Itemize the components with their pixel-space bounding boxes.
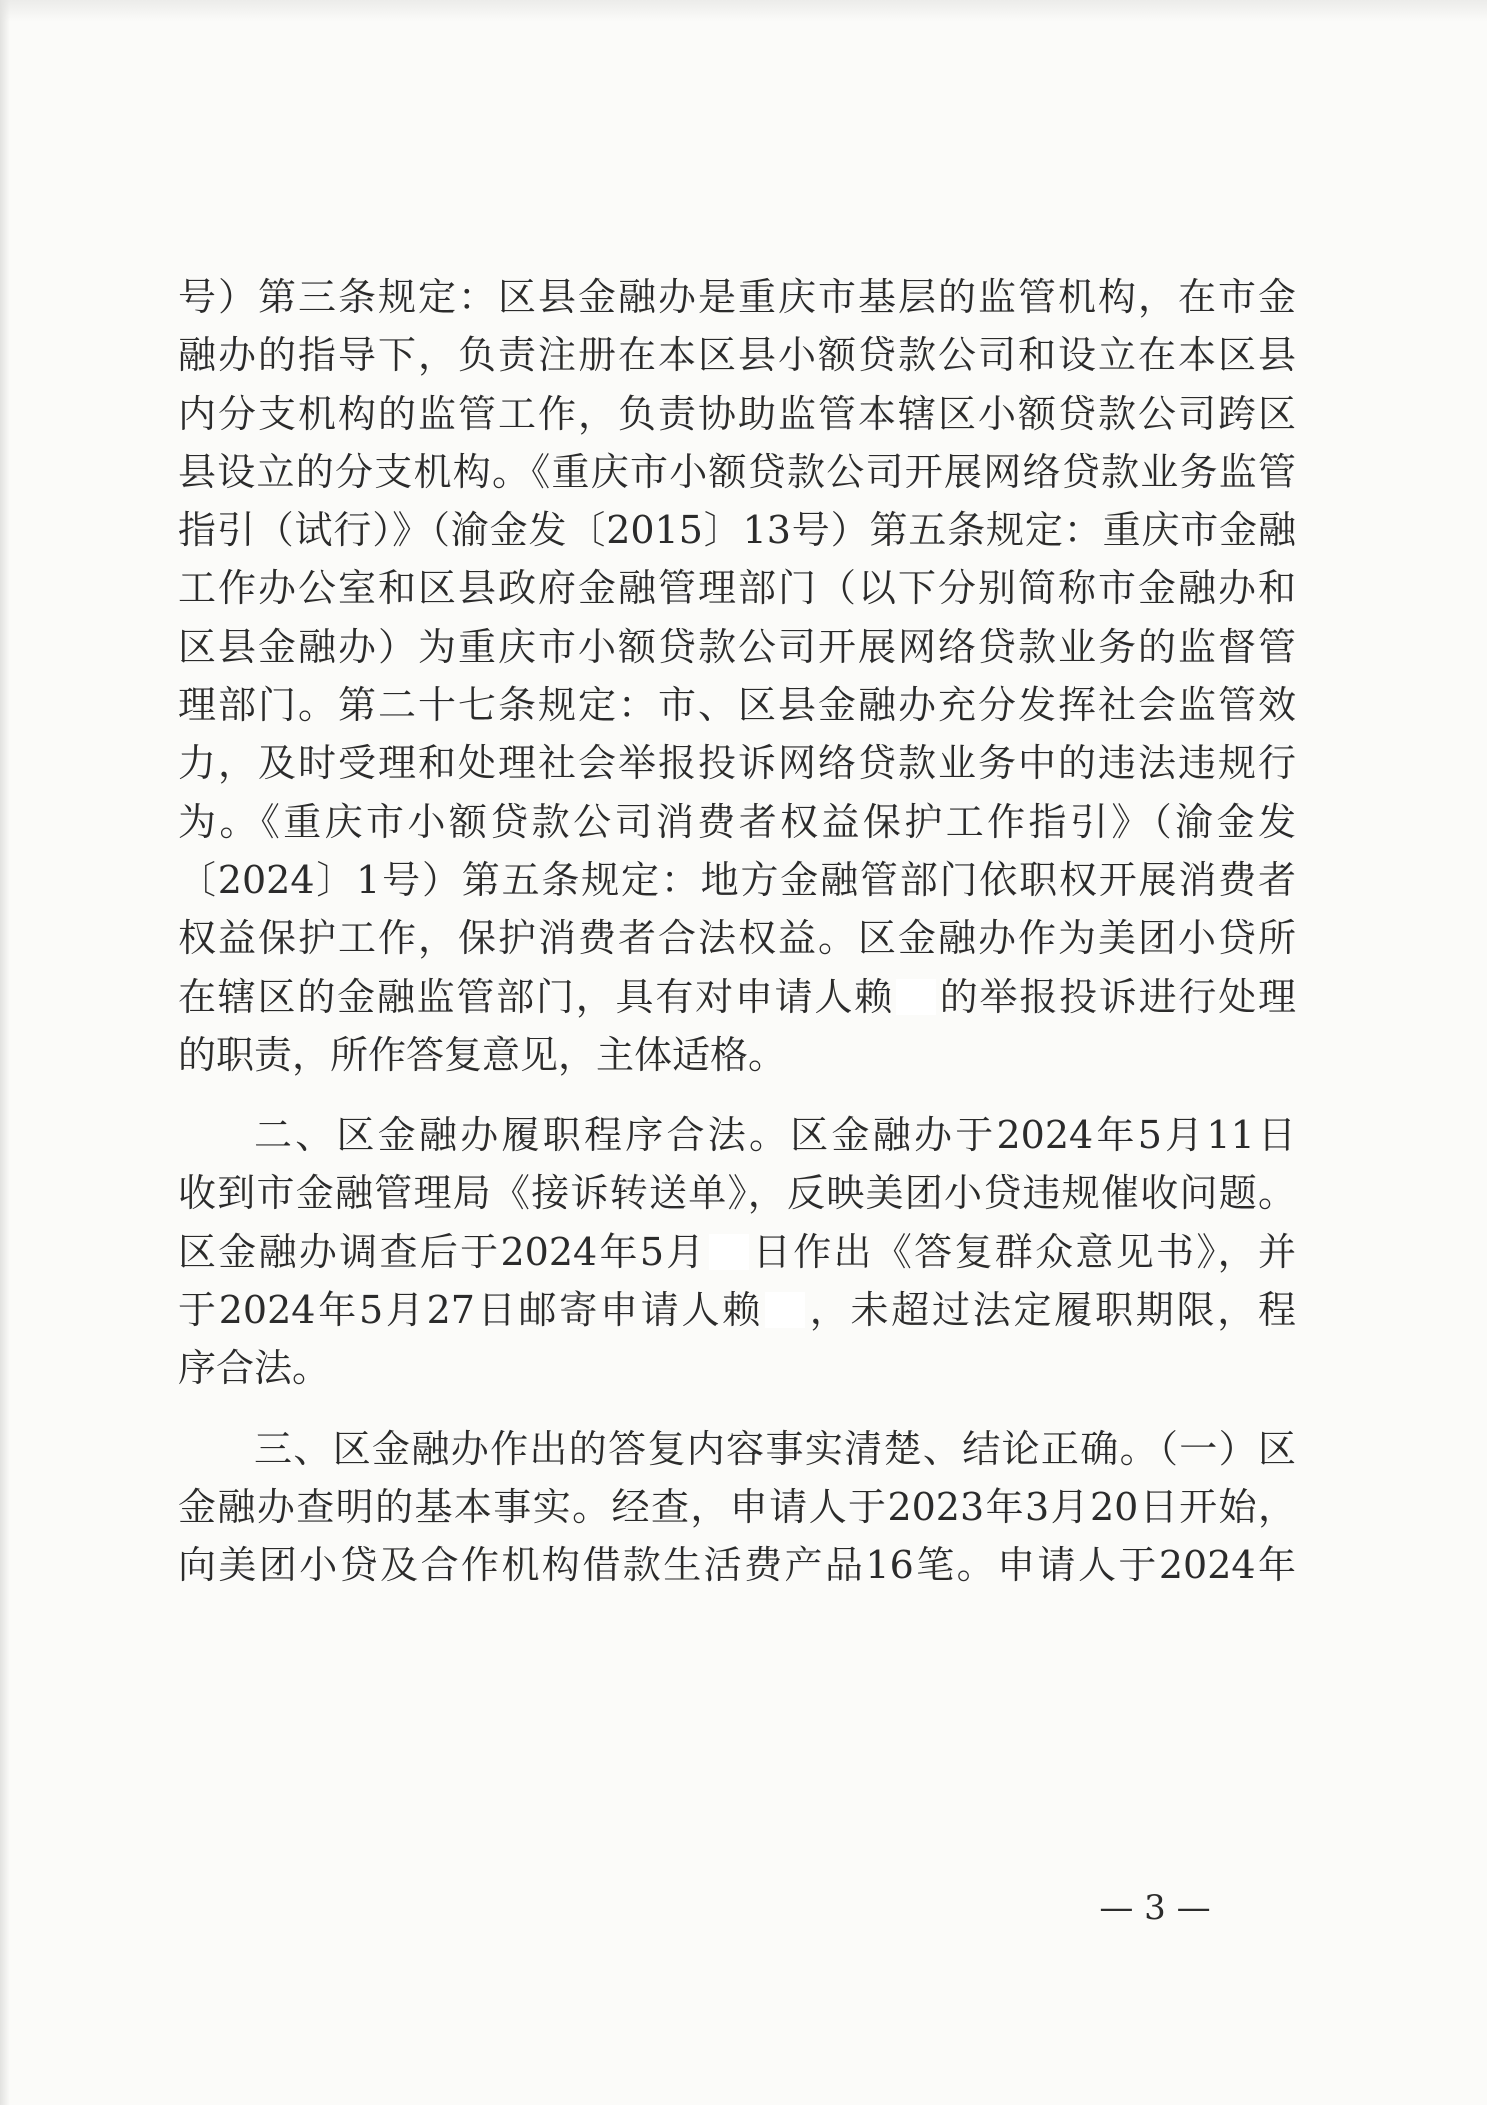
page-number: — 3 — [1099, 1888, 1211, 1928]
body-line-5: 指引（试行）》（渝金发〔2015〕13号）第五条规定：重庆市金融 [178, 508, 1296, 553]
scan-edge-left [0, 0, 10, 2105]
body-line-11: 〔2024〕1号）第五条规定：地方金融管部门依职权开展消费者 [178, 857, 1296, 902]
redaction-box [709, 1234, 749, 1270]
document-body [178, 268, 1296, 1595]
body-line-10: 为。《重庆市小额贷款公司消费者权益保护工作指引》（渝金发 [178, 799, 1296, 844]
paragraph-gap [178, 1398, 1296, 1420]
body-line-13-text-a: 在辖区的金融监管部门，具有对申请人赖 [178, 974, 894, 1019]
para2-line-1: 二、区金融办履职程序合法。区金融办于2024年5月11日 [254, 1113, 1296, 1158]
para3-line-1: 三、区金融办作出的答复内容事实清楚、结论正确。（一）区 [254, 1426, 1296, 1471]
para2-line-3-text-b: 日作出《答复群众意见书》，并 [750, 1229, 1296, 1274]
body-line-12: 权益保护工作，保护消费者合法权益。区金融办作为美团小贷所 [178, 916, 1296, 961]
body-line-4: 县设立的分支机构。《重庆市小额贷款公司开展网络贷款业务监管 [178, 449, 1296, 494]
para2-line-4-text-b: ，未超过法定履职期限，程 [806, 1288, 1296, 1333]
paragraph-gap [178, 1084, 1296, 1106]
scan-edge-top [0, 0, 1487, 22]
para2-line-4-text-a: 于2024年5月27日邮寄申请人赖 [178, 1288, 763, 1333]
body-line-1: 号）第三条规定：区县金融办是重庆市基层的监管机构，在市金 [178, 275, 1296, 319]
body-line-7: 区县金融办）为重庆市小额贷款公司开展网络贷款业务的监督管 [178, 624, 1296, 669]
para3-line-3: 向美团小贷及合作机构借款生活费产品16笔。申请人于2024年 [178, 1543, 1296, 1588]
para2-line-3-text-a: 区金融办调查后于2024年5月 [178, 1229, 707, 1274]
para2-line-2: 收到市金融管理局《接诉转送单》，反映美团小贷违规催收问题。 [178, 1171, 1296, 1216]
para2-line-3 [178, 1223, 1296, 1281]
body-line-9: 力，及时受理和处理社会举报投诉网络贷款业务中的违法违规行 [178, 741, 1296, 786]
redaction-box [896, 979, 936, 1015]
redaction-box [765, 1292, 805, 1328]
body-line-14: 的职责，所作答复意见，主体适格。 [178, 1032, 787, 1077]
para3-line-2: 金融办查明的基本事实。经查，申请人于2023年3月20日开始， [178, 1484, 1296, 1529]
body-line-8: 理部门。第二十七条规定：市、区县金融办充分发挥社会监管效 [178, 683, 1296, 728]
para2-line-4 [178, 1281, 1296, 1339]
body-line-2: 融办的指导下，负责注册在本区县小额贷款公司和设立在本区县 [178, 333, 1296, 378]
body-line-13-text-b: 的举报投诉进行处理 [937, 974, 1296, 1019]
body-line-6: 工作办公室和区县政府金融管理部门（以下分别简称市金融办和 [178, 566, 1296, 611]
para2-line-5: 序合法。 [178, 1346, 331, 1391]
body-line-3: 内分支机构的监管工作，负责协助监管本辖区小额贷款公司跨区 [178, 391, 1296, 436]
body-line-13 [178, 968, 1296, 1026]
